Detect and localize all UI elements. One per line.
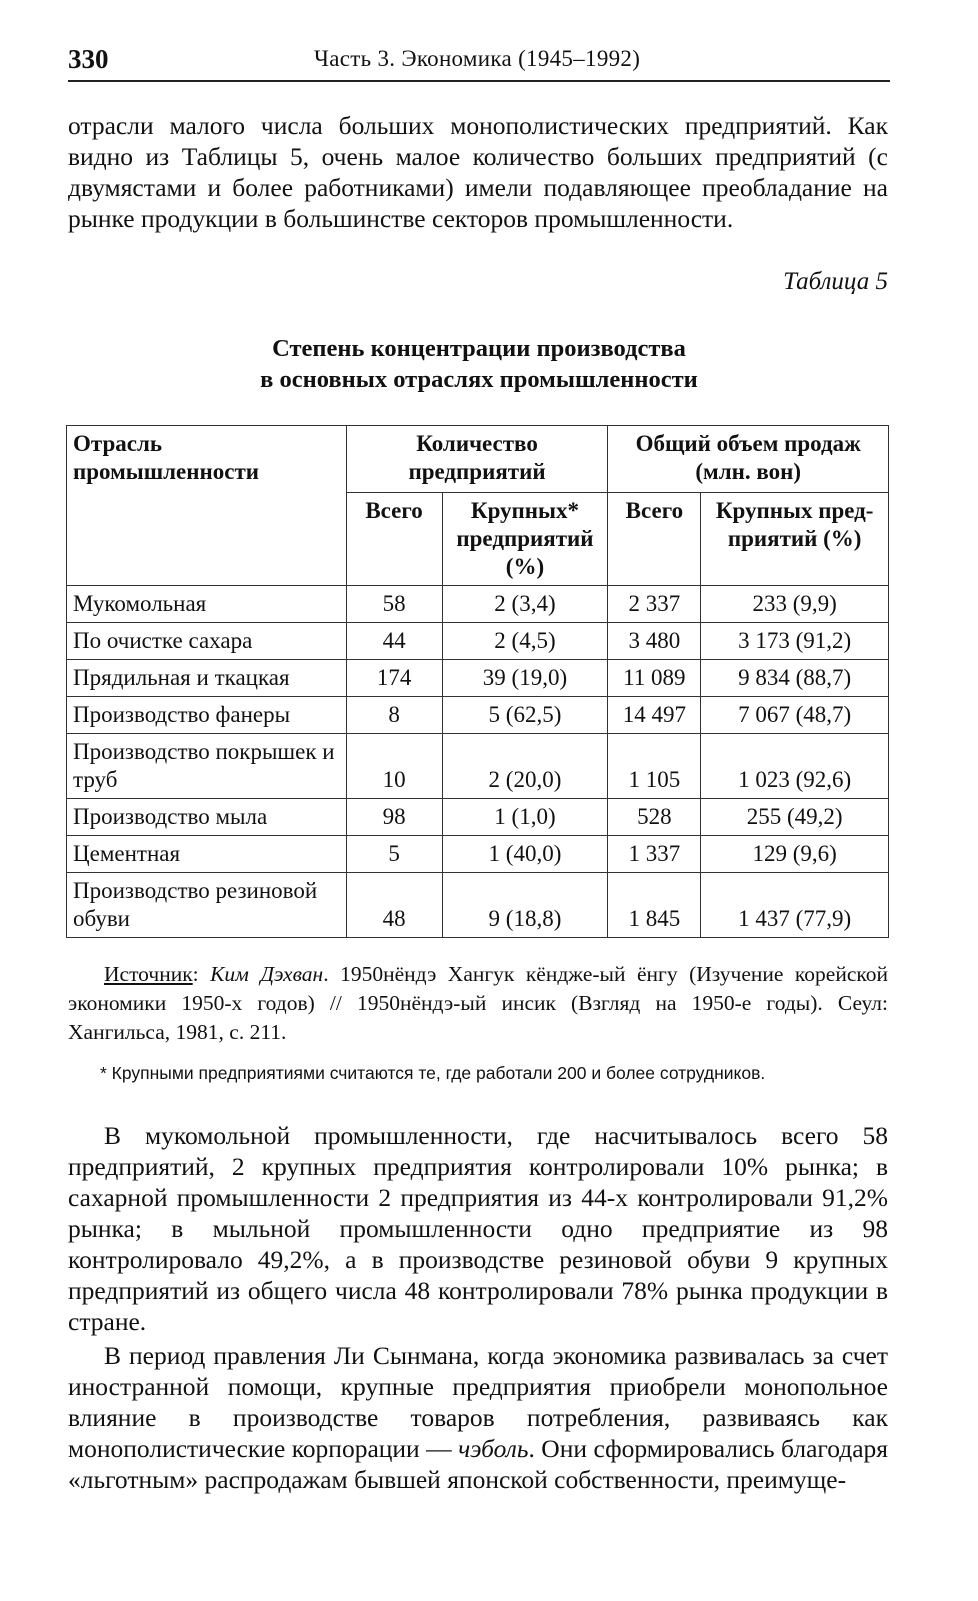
table-title bbox=[68, 333, 890, 395]
cell-sales-total: 528 bbox=[608, 799, 701, 836]
header-sales: Общий объем продаж (млн. вон) bbox=[608, 426, 889, 493]
cell-total: 10 bbox=[346, 734, 442, 799]
table-row bbox=[67, 836, 889, 873]
cell-sales-total: 14 497 bbox=[608, 697, 701, 734]
cell-sales-large: 1 437 (77,9) bbox=[701, 873, 889, 938]
cell-industry: Производство покрышек и труб bbox=[67, 734, 347, 799]
table-row bbox=[67, 799, 889, 836]
source-period: . bbox=[323, 962, 341, 986]
source-label: Источник bbox=[104, 962, 193, 986]
cell-total: 174 bbox=[346, 660, 442, 697]
cell-sales-total: 11 089 bbox=[608, 660, 701, 697]
cell-large: 1 (40,0) bbox=[442, 836, 608, 873]
cell-industry: Производство резиновой обуви bbox=[67, 873, 347, 938]
paragraph-analysis: В мукомольной промышленности, где насчитывалось всего 58 предприятий, 2 крупных предприятия контролировали 10% рынка; в сахарной промышленности 2 предприятия из 44-х контролировали 91,2% рынка; в мыльной промышленности одно предприятие из 98 контролировало 49,2%, а в производстве резиновой обуви 9 крупных предприятий из общего числа 48 контролировали 78% рынка продукции в стране. bbox=[68, 1121, 888, 1336]
cell-industry: По очистке сахара bbox=[67, 623, 347, 660]
table-title-line2: в основных отраслях промышленности bbox=[260, 366, 698, 393]
cell-sales-total: 3 480 bbox=[608, 623, 701, 660]
cell-sales-large: 255 (49,2) bbox=[701, 799, 889, 836]
cell-sales-large: 3 173 (91,2) bbox=[701, 623, 889, 660]
cell-large: 2 (3,4) bbox=[442, 586, 608, 623]
header-sales-large: Крупных пред-приятий (%) bbox=[701, 493, 889, 586]
cell-industry: Мукомольная bbox=[67, 586, 347, 623]
cell-total: 44 bbox=[346, 623, 442, 660]
header-enterprises: Количество предприятий bbox=[346, 426, 608, 493]
cell-industry: Цементная bbox=[67, 836, 347, 873]
cell-large: 1 (1,0) bbox=[442, 799, 608, 836]
table-row bbox=[67, 623, 889, 660]
paragraph3-end: . Они сформировались благодаря «льготным» распродажам бывшей японской собственности, преимуще- bbox=[68, 1434, 888, 1494]
source-colon: : bbox=[192, 962, 211, 986]
table-header-row bbox=[67, 426, 889, 493]
source-text: 1950нёндэ Хангук кёндже-ый ёнгу (Изучение корейской экономики 1950-х годов) // 1950нёндэ-ый инсик (Взгляд на 1950-е годы). Сеул: Хангильса, 1981, с. 211. bbox=[68, 962, 888, 1044]
cell-sales-large: 129 (9,6) bbox=[701, 836, 889, 873]
table-row bbox=[67, 873, 889, 938]
cell-sales-total: 1 337 bbox=[608, 836, 701, 873]
cell-large: 2 (4,5) bbox=[442, 623, 608, 660]
table-row bbox=[67, 586, 889, 623]
cell-sales-total: 1 105 bbox=[608, 734, 701, 799]
table-row bbox=[67, 734, 889, 799]
header-industry: Отрасль промышленности bbox=[67, 426, 347, 586]
cell-large: 39 (19,0) bbox=[442, 660, 608, 697]
table-label: Таблица 5 bbox=[783, 268, 888, 295]
paragraph-history bbox=[68, 1340, 888, 1495]
paragraph-intro: отрасли малого числа больших монополистических предприятий. Как видно из Таблицы 5, очень малое количество больших предприятий (с двумястами и более работниками) имели подавляющее преобладание на рынке продукции в большинстве секторов промышленности. bbox=[68, 111, 888, 233]
cell-sales-large: 233 (9,9) bbox=[701, 586, 889, 623]
header-total: Всего bbox=[346, 493, 442, 586]
cell-large: 9 (18,8) bbox=[442, 873, 608, 938]
running-head-title: Часть 3. Экономика (1945–1992) bbox=[314, 46, 641, 71]
cell-sales-large: 1 023 (92,6) bbox=[701, 734, 889, 799]
cell-sales-large: 7 067 (48,7) bbox=[701, 697, 889, 734]
cell-total: 5 bbox=[346, 836, 442, 873]
cell-total: 48 bbox=[346, 873, 442, 938]
table-footnote: * Крупными предприятиями считаются те, где работали 200 и более сотрудников. bbox=[100, 1063, 766, 1083]
table-row bbox=[67, 660, 889, 697]
header-large-enterprises: Крупных* предприятий (%) bbox=[442, 493, 608, 586]
cell-industry: Производство фанеры bbox=[67, 697, 347, 734]
concentration-table bbox=[66, 425, 889, 938]
cell-large: 5 (62,5) bbox=[442, 697, 608, 734]
table-source bbox=[68, 960, 888, 1047]
chaebol-term: чэболь bbox=[458, 1434, 529, 1463]
cell-large: 2 (20,0) bbox=[442, 734, 608, 799]
cell-industry: Производство мыла bbox=[67, 799, 347, 836]
header-sales-total: Всего bbox=[608, 493, 701, 586]
table-title-line1: Степень концентрации производства bbox=[272, 335, 686, 362]
cell-total: 8 bbox=[346, 697, 442, 734]
cell-industry: Прядильная и ткацкая bbox=[67, 660, 347, 697]
running-head bbox=[68, 34, 890, 82]
source-author: Ким Дэхван bbox=[210, 962, 324, 986]
cell-sales-total: 1 845 bbox=[608, 873, 701, 938]
table-row bbox=[67, 697, 889, 734]
paragraph3-start: В период правления Ли Сынмана, когда экономика развивалась за счет иностранной помощи, крупные предприятия приобрели монопольное влияние в производстве товаров потребления, развиваясь как монополистические корпорации — bbox=[68, 1341, 888, 1463]
cell-total: 98 bbox=[346, 799, 442, 836]
cell-sales-large: 9 834 (88,7) bbox=[701, 660, 889, 697]
cell-sales-total: 2 337 bbox=[608, 586, 701, 623]
cell-total: 58 bbox=[346, 586, 442, 623]
page-number: 330 bbox=[68, 44, 109, 74]
